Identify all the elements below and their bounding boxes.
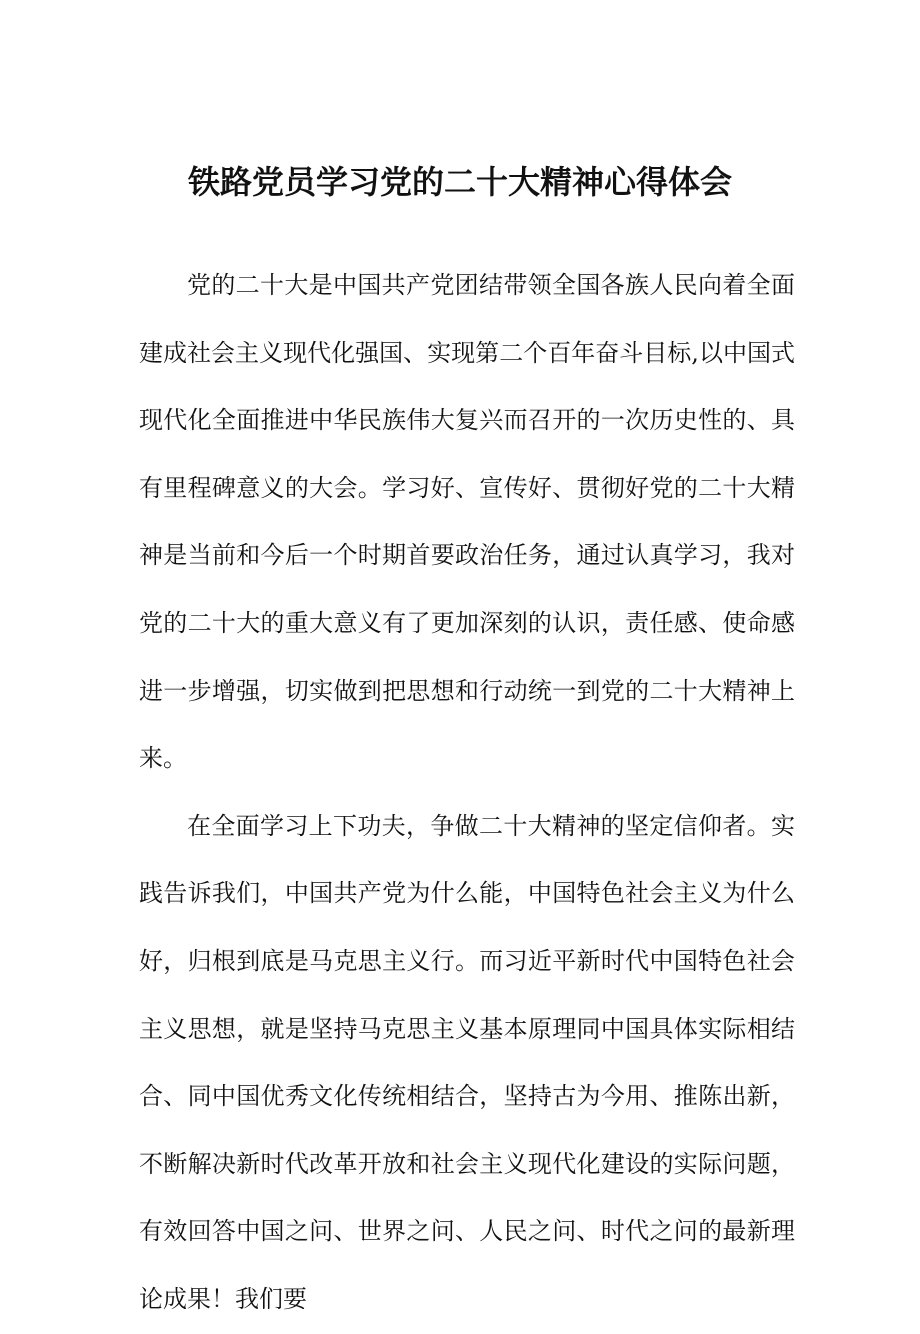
document-body — [139, 252, 795, 1334]
document-title: 铁路党员学习党的二十大精神心得体会 — [187, 163, 732, 201]
paragraph-1: 党的二十大是中国共产党团结带领全国各族人民向着全面建成社会主义现代化强国、实现第二个百年奋斗目标,以中国式现代化全面推进中华民族伟大复兴而召开的一次历史性的、具有里程碑意义的大会。学习好、宣传好、贯彻好党的二十大精神是当前和今后一个时期首要政治任务，通过认真学习，我对党的二十大的重大意义有了更加深刻的认识，责任感、使命感进一步增强，切实做到把思想和行动统一到党的二十大精神上来。 — [139, 271, 795, 773]
paragraph-2: 在全面学习上下功夫，争做二十大精神的坚定信仰者。实践告诉我们，中国共产党为什么能，中国特色社会主义为什么好，归根到底是马克思主义行。而习近平新时代中国特色社会主义思想，就是坚持马克思主义基本原理同中国具体实际相结合、同中国优秀文化传统相结合，坚持古为今用、推陈出新，不断解决新时代改革开放和社会主义现代化建设的实际问题，有效回答中国之问、世界之问、人民之问、时代之问的最新理论成果！我们要 — [139, 811, 795, 1313]
